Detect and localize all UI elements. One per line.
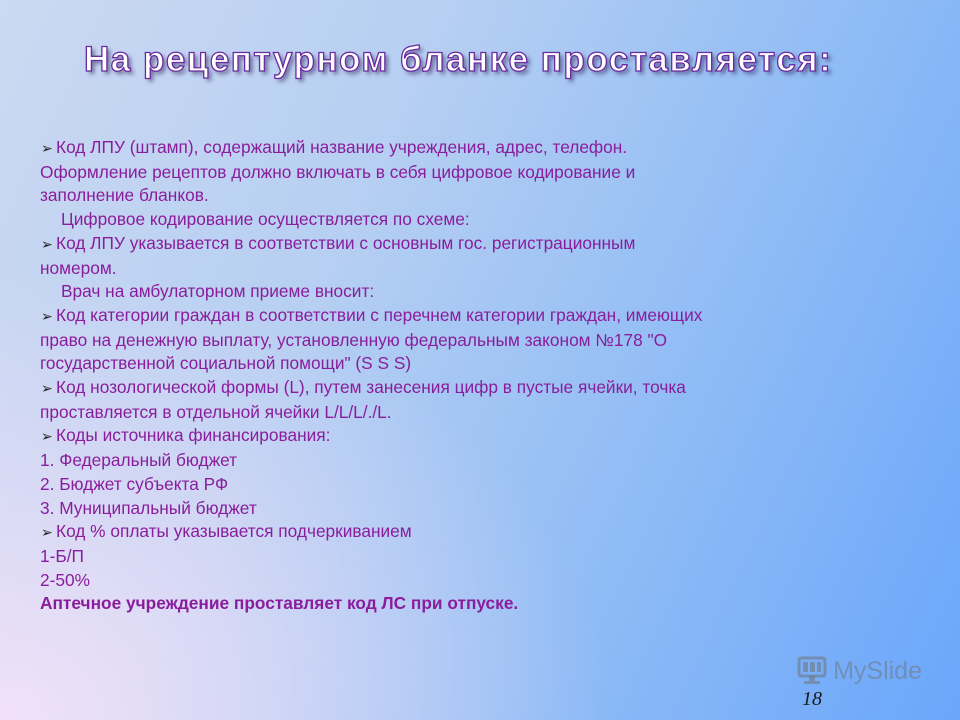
body-line bbox=[40, 184, 870, 208]
watermark-text: MySlide bbox=[833, 656, 922, 685]
body-line bbox=[40, 304, 870, 329]
body-line bbox=[40, 329, 870, 353]
body-line-text: Цифровое кодирование осуществляется по схеме: bbox=[61, 209, 470, 230]
bullet-arrow-icon: ➢ bbox=[41, 307, 53, 324]
body-line-text: проставляется в отдельной ячейки L/L/L/./L. bbox=[40, 401, 392, 422]
body-line bbox=[40, 352, 870, 376]
body-line bbox=[40, 401, 870, 425]
body-line bbox=[40, 208, 870, 232]
watermark-logo bbox=[795, 654, 922, 688]
body-line-text: номером. bbox=[40, 257, 117, 278]
page-number: 18 bbox=[802, 688, 822, 710]
body-line-text: Врач на амбулаторном приеме вносит: bbox=[61, 281, 375, 302]
body-line bbox=[40, 545, 870, 569]
body-line-text: 3. Муниципальный бюджет bbox=[40, 497, 257, 518]
body-line bbox=[40, 569, 870, 593]
monitor-icon bbox=[795, 654, 829, 688]
body-line-text: право на денежную выплату, установленную федеральным законом №178 "О bbox=[40, 329, 668, 350]
body-line bbox=[40, 232, 870, 257]
body-line-text: 1. Федеральный бюджет bbox=[40, 450, 238, 471]
slide-body bbox=[40, 136, 870, 616]
body-line bbox=[40, 376, 870, 401]
bullet-arrow-icon: ➢ bbox=[41, 140, 53, 156]
body-line-text: 2-50% bbox=[40, 569, 90, 590]
body-line-text: Коды источника финансирования: bbox=[56, 425, 331, 446]
body-line bbox=[40, 136, 870, 161]
body-line-text: Оформление рецептов должно включать в себя цифровое кодирование и bbox=[40, 161, 636, 182]
body-line-text: Код нозологической формы (L), путем занесения цифр в пустые ячейки, точка bbox=[56, 377, 686, 398]
bullet-arrow-icon: ➢ bbox=[41, 380, 53, 397]
body-line-text: Код ЛПУ указывается в соответствии с основным гос. регистрационным bbox=[56, 232, 636, 253]
body-line bbox=[40, 520, 870, 545]
body-line-text: заполнение бланков. bbox=[40, 185, 209, 206]
body-line bbox=[40, 497, 870, 521]
slide-title: На рецептурном бланке проставляется: bbox=[84, 40, 833, 79]
body-line-text: 1-Б/П bbox=[40, 545, 84, 566]
body-line bbox=[40, 424, 870, 449]
body-line bbox=[40, 592, 870, 616]
body-line-text: 2. Бюджет субъекта РФ bbox=[40, 473, 229, 494]
body-line-text: Аптечное учреждение проставляет код ЛС при отпуске. bbox=[40, 593, 519, 614]
body-line bbox=[40, 280, 870, 304]
body-line bbox=[40, 449, 870, 473]
body-line bbox=[40, 257, 870, 281]
bullet-arrow-icon: ➢ bbox=[41, 428, 53, 445]
body-line bbox=[40, 473, 870, 497]
body-line-text: Код ЛПУ (штамп), содержащий название учреждения, адрес, телефон. bbox=[56, 137, 628, 157]
bullet-arrow-icon: ➢ bbox=[41, 235, 53, 252]
body-line bbox=[40, 161, 870, 185]
body-line-text: Код категории граждан в соответствии с перечнем категории граждан, имеющих bbox=[56, 304, 703, 325]
body-line-text: Код % оплаты указывается подчеркиванием bbox=[56, 521, 412, 542]
bullet-arrow-icon: ➢ bbox=[41, 524, 53, 541]
body-line-text: государственной социальной помощи" (S S S) bbox=[40, 353, 412, 374]
